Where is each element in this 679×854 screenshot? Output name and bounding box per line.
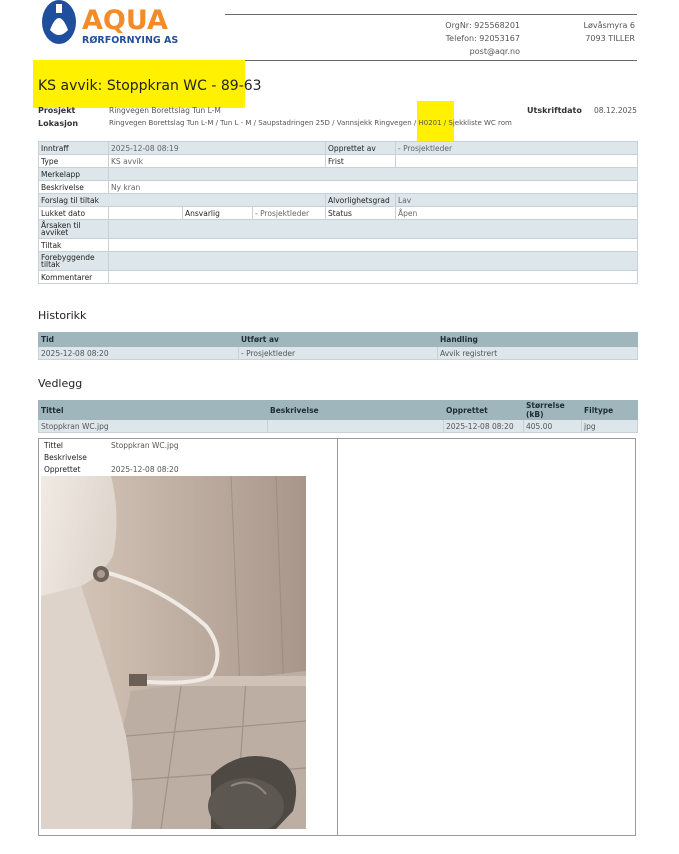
details-table bbox=[38, 141, 638, 284]
beskrivelse-label: Beskrivelse bbox=[39, 181, 109, 194]
row-forslag bbox=[39, 194, 638, 207]
beskrivelse-value: Ny kran bbox=[109, 181, 638, 194]
utskrift-label: Utskriftdato bbox=[527, 106, 582, 115]
vedlegg-cell-tittel[interactable]: Stoppkran WC.jpg bbox=[39, 420, 268, 433]
attachment-photo[interactable] bbox=[41, 476, 306, 829]
kommentarer-label: Kommentarer bbox=[39, 271, 109, 284]
lokasjon-label: Lokasjon bbox=[38, 119, 79, 128]
orgnr: OrgNr: 925568201 bbox=[445, 21, 520, 30]
row-merkelapp bbox=[39, 168, 638, 181]
historikk-cell-handling: Avvik registrert bbox=[438, 347, 638, 360]
historikk-col-utfort: Utført av bbox=[239, 333, 438, 347]
prosjekt-label: Prosjekt bbox=[38, 106, 76, 115]
historikk-table bbox=[38, 332, 638, 360]
att-opprettet-label: Opprettet bbox=[44, 465, 81, 474]
utskrift-value: 08.12.2025 bbox=[594, 106, 637, 115]
arsaken-label: Årsaken til avviket bbox=[39, 220, 109, 239]
ansvarlig-label: Ansvarlig bbox=[183, 207, 253, 220]
header-rule-bottom bbox=[225, 60, 637, 61]
lokasjon-value: Ringvegen Borettslag Tun L-M / Tun L - M / Saupstadringen 25D / Vannsjekk Ringvegen / H0201 / Sjekkliste WC rom bbox=[109, 119, 512, 127]
att-tittel-label: Tittel bbox=[44, 441, 64, 450]
historikk-cell-tid: 2025-12-08 08:20 bbox=[39, 347, 239, 360]
historikk-col-handling: Handling bbox=[438, 333, 638, 347]
row-inntraff bbox=[39, 142, 638, 155]
status-value: Åpen bbox=[396, 207, 638, 220]
type-value: KS avvik bbox=[109, 155, 326, 168]
att-tittel-value: Stoppkran WC.jpg bbox=[111, 441, 179, 450]
opprettet-av-label: Opprettet av bbox=[326, 142, 396, 155]
forebyggende-label: Forebyggende tiltak bbox=[39, 252, 109, 271]
status-label: Status bbox=[326, 207, 396, 220]
merkelapp-label: Merkelapp bbox=[39, 168, 109, 181]
merkelapp-value bbox=[109, 168, 638, 181]
forslag-label: Forslag til tiltak bbox=[39, 194, 326, 207]
vedlegg-col-opprettet: Opprettet bbox=[444, 401, 524, 420]
alvorlighetsgrad-value: Lav bbox=[396, 194, 638, 207]
vedlegg-col-storrelse: Størrelse (kB) bbox=[524, 401, 582, 420]
row-beskrivelse bbox=[39, 181, 638, 194]
vedlegg-heading: Vedlegg bbox=[38, 377, 83, 390]
attachment-divider bbox=[337, 438, 338, 836]
lukket-value bbox=[109, 207, 183, 220]
vedlegg-cell-storrelse: 405.00 bbox=[524, 420, 582, 433]
historikk-header-row bbox=[39, 333, 638, 347]
opprettet-av-value: - Prosjektleder bbox=[396, 142, 638, 155]
logo-subtitle: RØRFORNYING AS bbox=[82, 35, 179, 46]
company-logo bbox=[40, 0, 200, 50]
table-row bbox=[39, 420, 638, 433]
vedlegg-cell-opprettet: 2025-12-08 08:20 bbox=[444, 420, 524, 433]
att-opprettet-value: 2025-12-08 08:20 bbox=[111, 465, 179, 474]
row-arsaken bbox=[39, 220, 638, 239]
vedlegg-header-row bbox=[39, 401, 638, 420]
row-type bbox=[39, 155, 638, 168]
vedlegg-col-beskrivelse: Beskrivelse bbox=[268, 401, 444, 420]
att-beskrivelse-label: Beskrivelse bbox=[44, 453, 87, 462]
frist-value bbox=[396, 155, 638, 168]
table-row bbox=[39, 347, 638, 360]
lukket-label: Lukket dato bbox=[39, 207, 109, 220]
historikk-heading: Historikk bbox=[38, 309, 87, 322]
vedlegg-cell-beskrivelse bbox=[268, 420, 444, 433]
row-forebyggende bbox=[39, 252, 638, 271]
vedlegg-table bbox=[38, 400, 638, 433]
historikk-col-tid: Tid bbox=[39, 333, 239, 347]
inntraff-value: 2025-12-08 08:19 bbox=[109, 142, 326, 155]
alvorlighetsgrad-label: Alvorlighetsgrad bbox=[326, 194, 396, 207]
tiltak-label: Tiltak bbox=[39, 239, 109, 252]
historikk-cell-utfort: - Prosjektleder bbox=[239, 347, 438, 360]
logo-wordmark: AQUA bbox=[82, 5, 168, 36]
telefon: Telefon: 92053167 bbox=[445, 34, 520, 43]
row-tiltak bbox=[39, 239, 638, 252]
forebyggende-value bbox=[109, 252, 638, 271]
inntraff-label: Inntraff bbox=[39, 142, 109, 155]
address-line2: 7093 TILLER bbox=[585, 34, 635, 43]
address-line1: Løvåsmyra 6 bbox=[583, 21, 635, 30]
tiltak-value bbox=[109, 239, 638, 252]
header-rule-top bbox=[225, 14, 637, 15]
type-label: Type bbox=[39, 155, 109, 168]
company-address bbox=[435, 19, 635, 45]
arsaken-value bbox=[109, 220, 638, 239]
ansvarlig-value: - Prosjektleder bbox=[253, 207, 326, 220]
row-kommentarer bbox=[39, 271, 638, 284]
vedlegg-cell-filtype: jpg bbox=[582, 420, 638, 433]
kommentarer-value bbox=[109, 271, 638, 284]
vedlegg-col-filtype: Filtype bbox=[582, 401, 638, 420]
email: post@aqr.no bbox=[469, 47, 520, 56]
prosjekt-value: Ringvegen Borettslag Tun L-M bbox=[109, 106, 221, 115]
row-lukket bbox=[39, 207, 638, 220]
frist-label: Frist bbox=[326, 155, 396, 168]
vedlegg-col-tittel: Tittel bbox=[39, 401, 268, 420]
page-title: KS avvik: Stoppkran WC - 89-63 bbox=[38, 78, 262, 94]
